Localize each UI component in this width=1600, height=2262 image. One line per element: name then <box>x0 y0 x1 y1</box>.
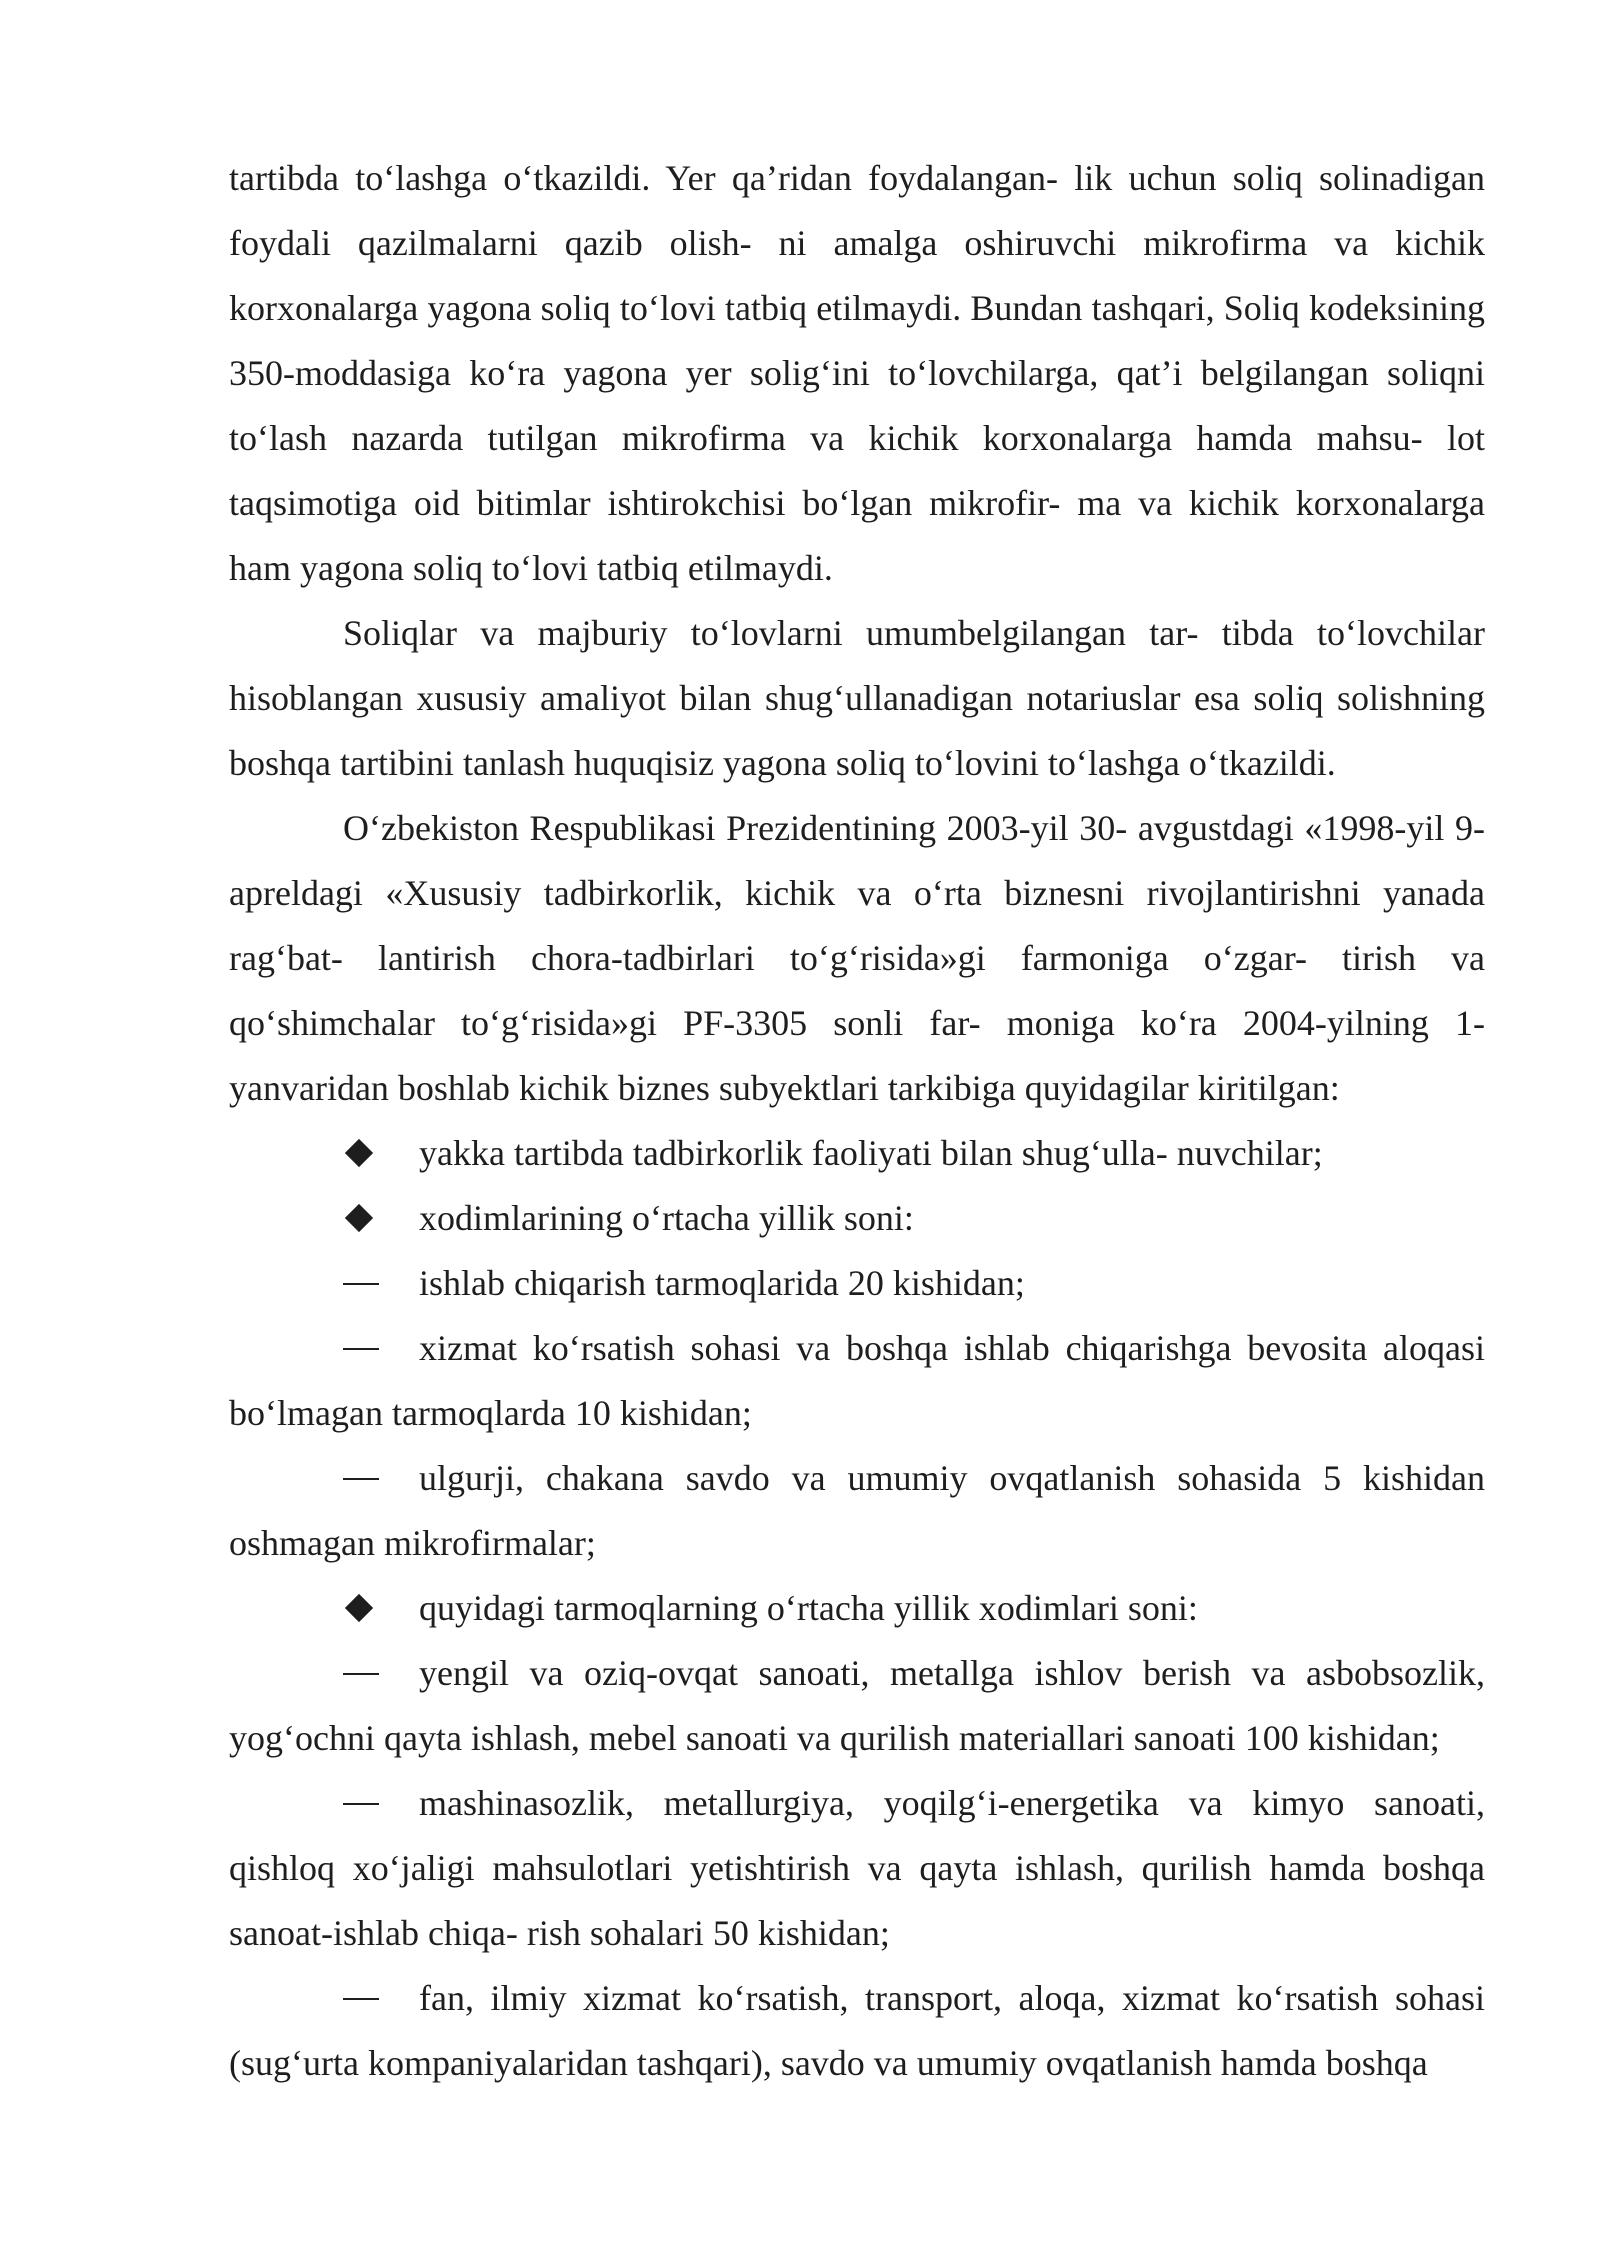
dash-bullet-icon <box>343 1316 393 1381</box>
paragraph: O‘zbekiston Respublikasi Prezidentining 2003-yil 30- avgustdagi «1998-yil 9-apreldagi «Xususiy tadbirkorlik, kichik va o‘rta biznesni rivojlantirishni yanada rag‘bat- lantirish chora-tadbirlari to‘g‘risida»gi farmoniga o‘zgar- tirish va qo‘shimchalar to‘g‘risida»gi PF-3305 sonli far- moniga ko‘ra 2004-yilning 1-yanvaridan boshlab kichik biznes subyektlari tarkibiga quyidagilar kiritilgan: <box>229 808 1485 1108</box>
list-item-text: ishlab chiqarish tarmoqlarida 20 kishidan; <box>419 1263 1025 1303</box>
list-item <box>229 1251 1485 1316</box>
list-item <box>229 1186 1485 1251</box>
list-item <box>229 1771 1485 1966</box>
list-item-text: yakka tartibda tadbirkorlik faoliyati bilan shug‘ulla- nuvchilar; <box>419 1133 1323 1173</box>
dash-bullet-icon <box>343 1771 393 1836</box>
document-page <box>229 146 1485 2096</box>
list-item <box>229 1121 1485 1186</box>
diamond-bullet-icon <box>343 1121 393 1186</box>
diamond-bullet-icon <box>343 1576 393 1641</box>
list-item-text: xizmat ko‘rsatish sohasi va boshqa ishlab chiqarishga bevosita aloqasi bo‘lmagan tarmoqlarda 10 kishidan; <box>229 1328 1485 1433</box>
list-item <box>229 1576 1485 1641</box>
list-item-text: ulgurji, chakana savdo va umumiy ovqatlanish sohasida 5 kishidan oshmagan mikrofirmalar; <box>229 1458 1485 1563</box>
list-item-text: yengil va oziq-ovqat sanoati, metallga ishlov berish va asbobsozlik, yog‘ochni qayta ishlash, mebel sanoati va qurilish materiallari sanoati 100 kishidan; <box>229 1653 1485 1758</box>
list-item <box>229 1641 1485 1771</box>
paragraph: tartibda to‘lashga o‘tkazildi. Yer qa’ridan foydalangan- lik uchun soliq solinadigan foydali qazilmalarni qazib olish- ni amalga oshiruvchi mikrofirma va kichik korxonalarga yagona soliq to‘lovi tatbiq etilmaydi. Bundan tashqari, Soliq kodeksining 350-moddasiga ko‘ra yagona yer solig‘ini to‘lovchilarga, qat’i belgilangan soliqni to‘lash nazarda tutilgan mikrofirma va kichik korxonalarga hamda mahsu- lot taqsimotiga oid bitimlar ishtirokchisi bo‘lgan mikrofir- ma va kichik korxonalarga ham yagona soliq to‘lovi tatbiq etilmaydi. <box>229 158 1485 588</box>
dash-bullet-icon <box>343 1966 393 2031</box>
dash-bullet-icon <box>343 1251 393 1316</box>
list-item <box>229 1966 1485 2096</box>
list-item-text: xodimlarining o‘rtacha yillik soni: <box>419 1198 914 1238</box>
list-item-text: fan, ilmiy xizmat ko‘rsatish, transport, aloqa, xizmat ko‘rsatish sohasi (sug‘urta kompaniyalaridan tashqari), savdo va umumiy ovqatlanish hamda boshqa <box>229 1978 1485 2083</box>
list-item <box>229 1316 1485 1446</box>
diamond-bullet-icon <box>343 1186 393 1251</box>
paragraph: Soliqlar va majburiy to‘lovlarni umumbelgilangan tar- tibda to‘lovchilar hisoblangan xususiy amaliyot bilan shug‘ullanadigan notariuslar esa soliq solishning boshqa tartibini tanlash huquqisiz yagona soliq to‘lovini to‘lashga o‘tkazildi. <box>229 613 1485 783</box>
list-item-text: quyidagi tarmoqlarning o‘rtacha yillik xodimlari soni: <box>419 1588 1198 1628</box>
dash-bullet-icon <box>343 1641 393 1706</box>
list-item <box>229 1446 1485 1576</box>
list-item-text: mashinasozlik, metallurgiya, yoqilg‘i-energetika va kimyo sanoati, qishloq xo‘jaligi mahsulotlari yetishtirish va qayta ishlash, qurilish hamda boshqa sanoat-ishlab chiqa- rish sohalari 50 kishidan; <box>229 1783 1485 1953</box>
dash-bullet-icon <box>343 1446 393 1511</box>
